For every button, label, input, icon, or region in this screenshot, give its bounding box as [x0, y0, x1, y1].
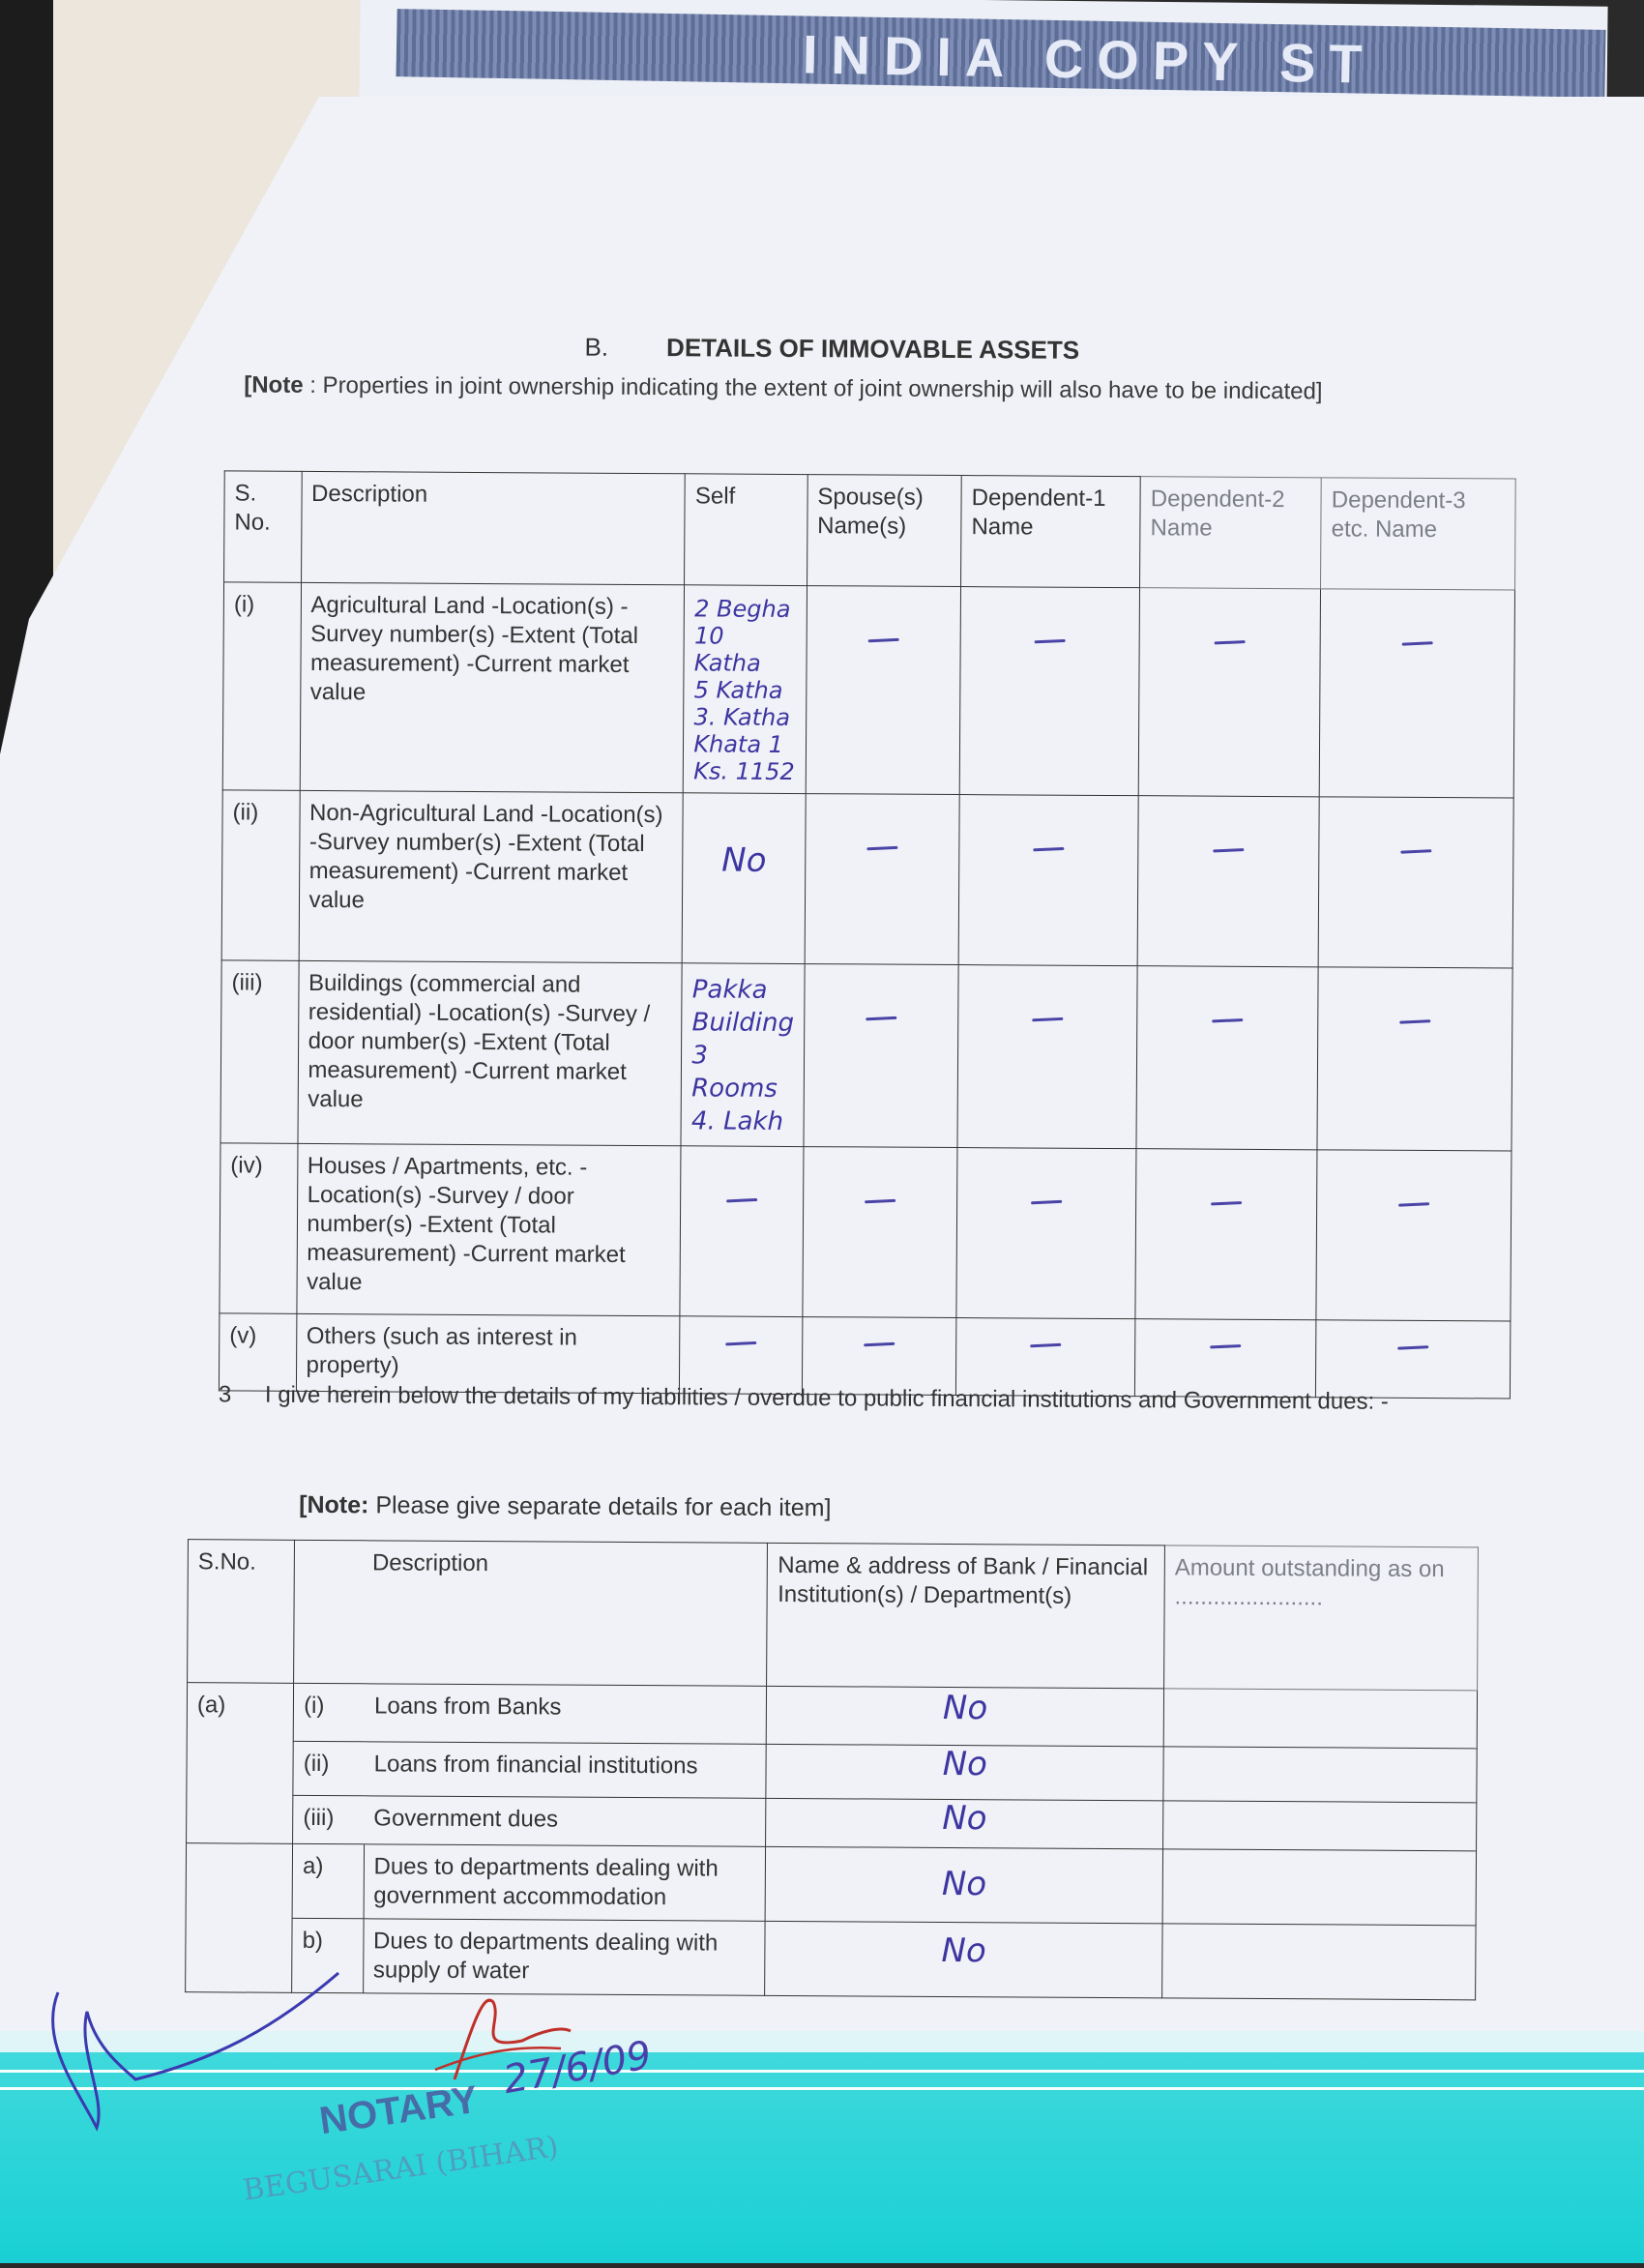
row-sno: (iv)	[220, 1143, 298, 1313]
table-row	[221, 790, 1513, 968]
handwritten-line: 5 Katha	[693, 676, 783, 704]
separate-details-note	[299, 1491, 831, 1522]
dependent-1-value	[957, 965, 1137, 1149]
dash-mark	[726, 1198, 757, 1202]
self-value	[682, 793, 806, 964]
dash-mark	[1031, 1200, 1062, 1204]
dash-mark	[1215, 640, 1246, 644]
handwritten-line: 4. Lakh	[690, 1106, 784, 1136]
dash-mark	[1033, 847, 1064, 851]
header-spouse: Spouse(s) Name(s)	[807, 475, 961, 587]
handwritten-line: 10 Katha	[693, 622, 761, 677]
notary-date: 27/6/09	[500, 2032, 656, 2104]
section-title: DETAILS OF IMMOVABLE ASSETS	[666, 333, 1080, 365]
header-self: Self	[685, 474, 807, 586]
signature-stroke	[53, 1973, 338, 2128]
table-header-row	[224, 471, 1516, 590]
dependent-1-value	[959, 587, 1139, 796]
immovable-assets-table	[219, 470, 1516, 1399]
dash-mark	[1400, 849, 1431, 853]
notary-stamp-title: NOTARY	[316, 2077, 481, 2143]
dependent-1-value	[958, 795, 1138, 966]
note-label: [Note:	[299, 1490, 369, 1519]
dash-mark	[866, 846, 897, 850]
dash-mark	[868, 638, 899, 642]
row-description: Government dues	[364, 1796, 766, 1847]
row-label: a)	[292, 1843, 364, 1918]
dependent-2-value	[1135, 1149, 1317, 1320]
header-amount: Amount outstanding as on .......................	[1163, 1546, 1478, 1691]
handwritten-line: 2 Begha	[694, 595, 791, 623]
header-description: Description	[294, 1540, 768, 1686]
dependent-2-value	[1138, 588, 1320, 797]
handwritten-line: Pakka	[691, 975, 768, 1005]
table-row	[187, 1795, 1477, 1851]
dash-mark	[1212, 1018, 1243, 1022]
header-dependent-3: Dependent-3 etc. Name	[1321, 478, 1515, 590]
handwritten-line: No	[721, 840, 767, 880]
dash-mark	[1214, 848, 1245, 852]
section-letter: B.	[584, 332, 609, 362]
row-label: (ii)	[293, 1741, 365, 1795]
amount-value	[1162, 1849, 1477, 1926]
table-header-row	[188, 1540, 1479, 1691]
row-sno: (v)	[219, 1313, 296, 1391]
row-description: Buildings (commercial and residential) -Location(s) -Survey / door number(s) -Extent (Total measurement) -Current market value	[297, 960, 682, 1145]
handwritten-line: Ks. 1152	[693, 757, 795, 786]
spouse-value	[803, 1147, 957, 1318]
dash-mark	[1398, 1202, 1429, 1206]
self-value	[681, 963, 805, 1147]
header-sno: S. No.	[224, 471, 302, 582]
spouse-value	[806, 586, 961, 795]
row-description: Loans from Banks	[365, 1684, 767, 1745]
row-description: Houses / Apartments, etc. -Location(s) -Survey / door number(s) -Extent (Total measurement) -Current market value	[296, 1143, 681, 1315]
row-description: Others (such as interest in property)	[296, 1313, 680, 1393]
note-label: [Note	[244, 371, 304, 398]
dependent-3-value	[1319, 589, 1514, 798]
handwritten-line: 3 Rooms	[691, 1041, 778, 1104]
stamp-paper-text: INDIA COPY ST	[802, 23, 1377, 95]
dash-mark	[865, 1199, 895, 1203]
row-description: Agricultural Land -Location(s) -Survey number(s) -Extent (Total measurement) -Current market value	[300, 582, 685, 792]
spouse-value	[804, 964, 958, 1148]
amount-value	[1163, 1747, 1477, 1803]
dependent-3-value	[1316, 1150, 1512, 1321]
handwritten-line: Khata 1	[693, 730, 784, 758]
row-label: b)	[292, 1918, 364, 1992]
dash-mark	[1211, 1201, 1242, 1205]
dash-mark	[866, 1016, 896, 1020]
header-dependent-2: Dependent-2 Name	[1140, 477, 1322, 589]
dash-mark	[1397, 1345, 1428, 1349]
self-value	[680, 1146, 804, 1317]
row-description: Non-Agricultural Land -Location(s) -Survey number(s) -Extent (Total measurement) -Current market value	[299, 790, 684, 962]
dash-mark	[1399, 1019, 1430, 1023]
dash-mark	[1035, 639, 1066, 643]
table-row	[186, 1843, 1476, 1926]
table-row	[220, 960, 1512, 1151]
note-text: : Properties in joint ownership indicating the extent of joint ownership will also have to be indicated]	[303, 371, 1323, 405]
note-text: Please give separate details for each item]	[368, 1491, 832, 1522]
row-label: (iii)	[293, 1795, 365, 1843]
table-row	[187, 1683, 1477, 1749]
amount-value	[1162, 1924, 1477, 2000]
row-sno: (i)	[222, 582, 301, 790]
table-row	[222, 582, 1514, 798]
joint-ownership-note	[244, 369, 1520, 410]
row-description: Loans from financial institutions	[364, 1742, 766, 1799]
row-label: (i)	[293, 1683, 365, 1741]
header-description: Description	[301, 471, 686, 584]
dependent-3-value	[1318, 797, 1513, 968]
row-sno: (iii)	[220, 960, 299, 1143]
dash-mark	[864, 1342, 895, 1346]
spouse-value	[805, 794, 959, 965]
handwritten-line: 3. Katha	[693, 703, 791, 731]
row-description: Dues to departments dealing with government accommodation	[364, 1844, 766, 1922]
dependent-2-value	[1136, 966, 1318, 1150]
dependent-2-value	[1137, 796, 1319, 967]
bank-value: No	[766, 1798, 1163, 1849]
dependent-1-value	[956, 1148, 1136, 1319]
header-bank: Name & address of Bank / Financial Institution(s) / Department(s)	[767, 1543, 1164, 1689]
bank-value: No	[767, 1686, 1164, 1747]
header-sno: S.No.	[188, 1540, 295, 1684]
notary-stamp-location: BEGUSARAI (BIHAR)	[241, 2130, 561, 2208]
bank-value: No	[766, 1846, 1163, 1924]
section-heading	[584, 333, 1079, 366]
amount-value	[1163, 1689, 1477, 1749]
dash-mark	[1210, 1344, 1241, 1348]
bank-value: No	[766, 1744, 1163, 1801]
liabilities-table	[185, 1539, 1479, 2000]
table-row	[187, 1741, 1477, 1803]
group-label: (a)	[187, 1683, 294, 1844]
header-dependent-1: Dependent-1 Name	[961, 476, 1141, 588]
row-description: Dues to departments dealing with supply of water	[363, 1919, 765, 1996]
self-value	[684, 585, 807, 794]
amount-value	[1162, 1801, 1476, 1851]
dash-mark	[725, 1341, 756, 1345]
dash-mark	[1032, 1017, 1063, 1021]
row-sno: (ii)	[221, 790, 300, 960]
section-number: 3	[218, 1381, 232, 1408]
section-text: I give herein below the details of my liabilities / overdue to public financial institutions and Government dues: -	[264, 1381, 1389, 1415]
bank-value: No	[765, 1921, 1162, 1998]
dash-mark	[1402, 641, 1433, 645]
table-row	[220, 1143, 1512, 1321]
handwritten-line: Building	[691, 1008, 795, 1039]
dash-mark	[1030, 1343, 1061, 1347]
dependent-3-value	[1317, 967, 1512, 1151]
